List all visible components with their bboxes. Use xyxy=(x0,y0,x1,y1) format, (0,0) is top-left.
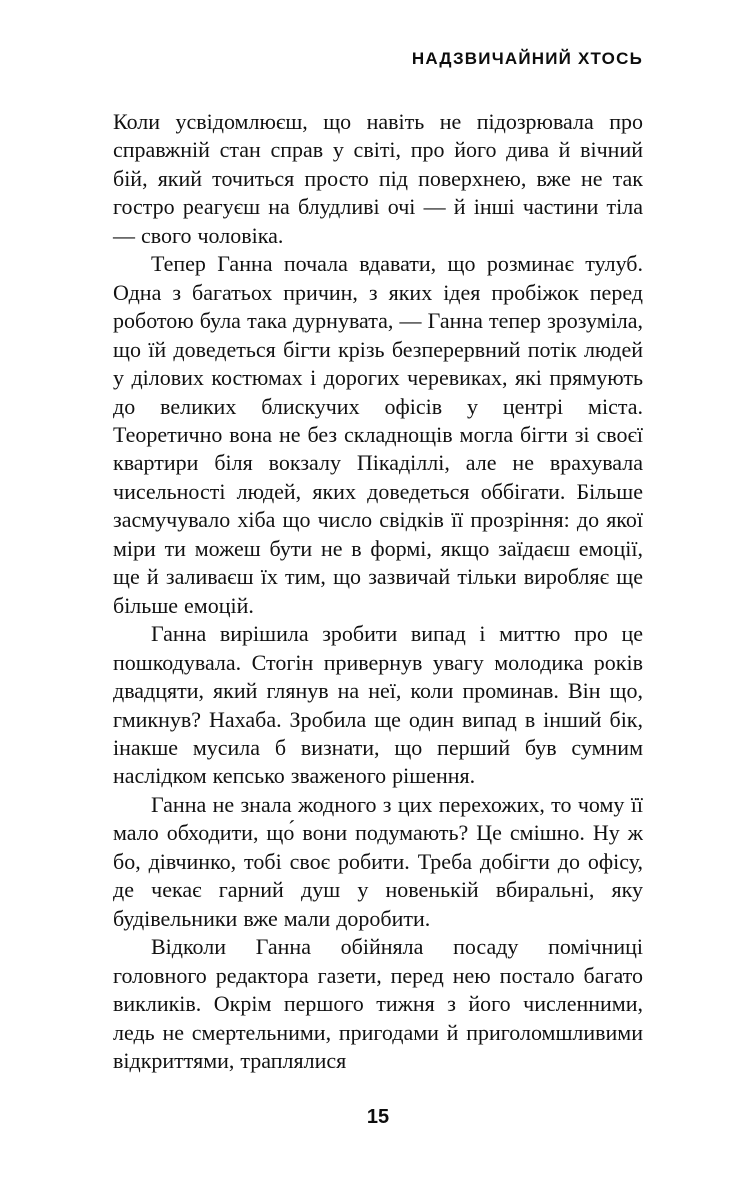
running-header: НАДЗВИЧАЙНИЙ ХТОСЬ xyxy=(411,49,643,68)
paragraph: Ганна не знала жодного з цих перехожих, то чому її мало обходити, що́ вони подумають? Це смішно. Ну ж бо, дівчинко, тобі своє робити. Треба добігти до офісу, де чекає гарний душ у новенькій вбиральні, яку будівельники вже мали доробити. xyxy=(113,791,643,931)
page-body xyxy=(113,108,643,1075)
paragraph: Тепер Ганна почала вдавати, що розминає тулуб. Одна з багатьох причин, з яких ідея пробіжок перед роботою була така дурнувата, — Ганна тепер зрозуміла, що їй доведеться бігти крізь безперервний потік людей у ділових костюмах і дорогих черевиках, які прямують до великих блискучих офісів у центрі міста. Теоретично вона не без складнощів могла бігти зі своєї квартири біля вокзалу Пікаділлі, але не врахувала чисельності людей, яких доведеться оббігати. Більше засмучувало хіба що число свідків її прозріння: до якої міри ти можеш бути не в формі, якщо заїдаєш емоції, ще й заливаєш їх тим, що зазвичай тільки виробляє ще більше емоцій. xyxy=(113,251,643,618)
page-number: 15 xyxy=(366,1106,390,1128)
paragraph: Відколи Ганна обійняла посаду помічниці головного редактора газети, перед нею постало багато викликів. Окрім першого тижня з його численними, ледь не смертельними, пригодами й приголомшливими відкриттями, траплялися xyxy=(113,934,643,1073)
paragraph: Коли усвідомлюєш, що навіть не підозрювала про справжній стан справ у світі, про його дива й вічний бій, який точиться просто під поверхнею, вже не так гостро реагуєш на блудливі очі — й інші частини тіла — свого чоловіка. xyxy=(113,109,643,248)
paragraph: Ганна вирішила зробити випад і миттю про це пошкодувала. Стогін привернув увагу молодика років двадцяти, який глянув на неї, коли проминав. Він що, гмикнув? Нахаба. Зробила ще один випад в інший бік, інакше мусила б визнати, що перший був сумним наслідком кепсько зваженого рішення. xyxy=(113,621,643,789)
